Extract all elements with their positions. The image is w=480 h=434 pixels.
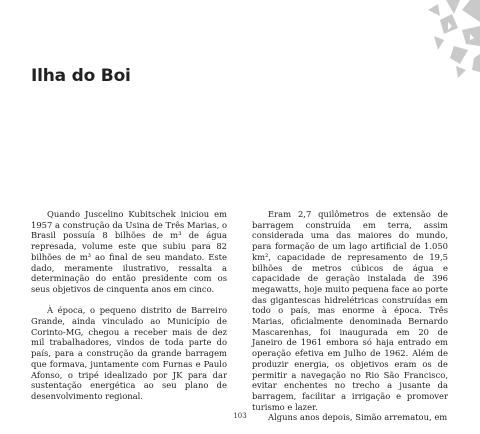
right-text-column [252, 209, 448, 423]
paragraph: Eram 2,7 quilômetros de extensão de barragem construída em terra, assim considerada uma das maiores do mundo, para formação de um lago artificial de 1.050 km², capacidade de represamento de 19,5 bilhões de metros cúbicos de água e capacidade de geração instalada de 396 megawatts, hoje muito pequena face ao porte das gigantescas hidrelétricas construídas em todo o país, mas enorme à época. Três Marias, oficialmente denominada Bernardo Mascarenhas, foi inaugurada em 20 de Janeiro de 1961 embora só haja entrado em operação efetiva em Julho de 1962. Além de produzir energia, os objetivos eram os de permitir a navegação no Rio São Francisco, evitar enchentes no trecho a jusante da barragem, facilitar a irrigação e promover turismo e lazer. [252, 209, 448, 412]
ornament-shapes [428, 0, 480, 78]
decorative-ornament [400, 0, 480, 80]
paragraph: Alguns anos depois, Simão arrematou, em [268, 412, 448, 423]
paragraph: À época, o pequeno distrito de Barreiro Grande, ainda vinculado ao Município de Corinto-MG, chegou a receber mais de dez mil trabalhadores, vindos de toda parte do país, para a construção da grande barragem que formava, juntamente com Furnas e Paulo Afonso, o tripé idealizado por JK para dar sustentação energética ao seu plano de desenvolvimento regional. [31, 305, 227, 401]
paragraph: Quando Juscelino Kubitschek iniciou em 1957 a construção da Usina de Três Marias, o Brasil possuía 8 bilhões de m³ de água represada, volume este que subiu para 82 bilhões de m³ ao final de seu mandato. Este dado, meramente ilustrativo, ressalta a determinação do então presidente com os seus objetivos de cinquenta anos em cinco. [31, 209, 227, 294]
page-number: 103 [233, 412, 247, 420]
chapter-title: Ilha do Boi [31, 66, 131, 86]
left-text-column [31, 209, 227, 402]
